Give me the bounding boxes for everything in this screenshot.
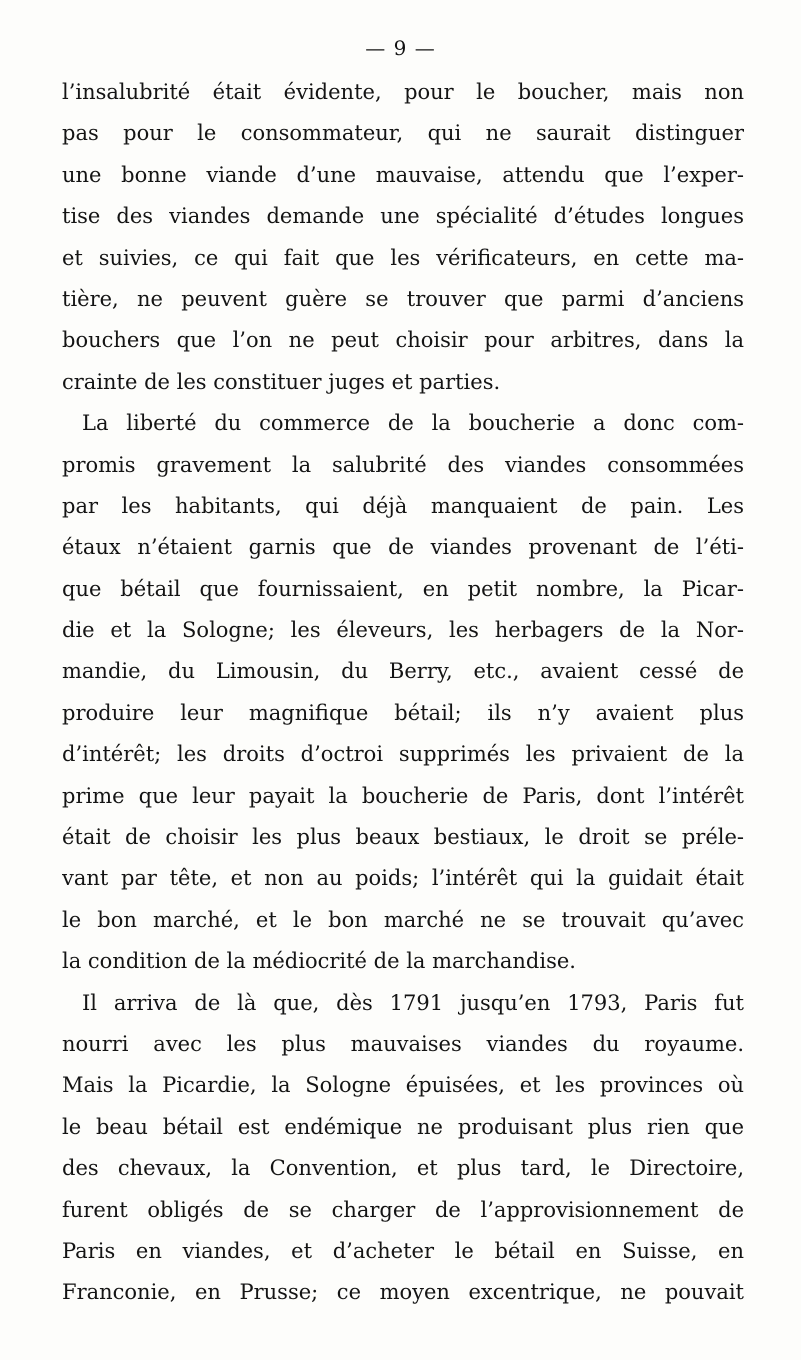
text-line: furent obligés de se charger de l’approvisionnement de	[62, 1197, 744, 1222]
text-line: pas pour le consommateur, qui ne saurait distinguer	[62, 121, 744, 146]
text-line: promis gravement la salubrité des viandes consommées	[62, 452, 744, 477]
text-line: crainte de les constituer juges et parties.	[62, 369, 501, 394]
body-text	[62, 72, 744, 1314]
text-line: l’insalubrité était évidente, pour le boucher, mais non	[62, 80, 744, 104]
text-line: une bonne viande d’une mauvaise, attendu que l’exper-	[62, 162, 744, 187]
text-line: bouchers que l’on ne peut choisir pour arbitres, dans la	[62, 328, 744, 353]
text-line: tise des viandes demande une spécialité d’études longues	[62, 204, 744, 229]
text-line: était de choisir les plus beaux bestiaux, le droit se préle-	[62, 825, 744, 850]
text-line: Franconie, en Prusse; ce moyen excentrique, ne pouvait	[62, 1280, 744, 1305]
text-line: par les habitants, qui déjà manquaient de pain. Les	[62, 493, 744, 518]
page-number: — 9 —	[365, 36, 436, 60]
text-line: le beau bétail est endémique ne produisant plus rien que	[62, 1114, 744, 1139]
text-line: Mais la Picardie, la Sologne épuisées, et les provinces où	[62, 1073, 744, 1098]
text-line: prime que leur payait la boucherie de Paris, dont l’intérêt	[62, 783, 744, 808]
text-line: d’intérêt; les droits d’octroi supprimés les privaient de la	[62, 742, 744, 767]
text-line: mandie, du Limousin, du Berry, etc., avaient cessé de	[62, 659, 744, 684]
text-line: que bétail que fournissaient, en petit nombre, la Picar-	[62, 576, 744, 601]
text-line: et suivies, ce qui fait que les vérificateurs, en cette ma-	[62, 245, 744, 270]
text-line: Il arriva de là que, dès 1791 jusqu’en 1793, Paris fut	[82, 990, 744, 1015]
text-line: le bon marché, et le bon marché ne se trouvait qu’avec	[62, 907, 744, 932]
text-line: La liberté du commerce de la boucherie a donc com-	[82, 411, 744, 436]
text-line: étaux n’étaient garnis que de viandes provenant de l’éti-	[62, 535, 744, 560]
text-line: Paris en viandes, et d’acheter le bétail en Suisse, en	[62, 1238, 744, 1263]
text-line: vant par tête, et non au poids; l’intérêt qui la guidait était	[62, 866, 744, 891]
text-line: des chevaux, la Convention, et plus tard, le Directoire,	[62, 1156, 744, 1181]
text-line: nourri avec les plus mauvaises viandes du royaume.	[62, 1031, 744, 1056]
text-line: la condition de la médiocrité de la marchandise.	[62, 949, 576, 974]
text-line: tière, ne peuvent guère se trouver que parmi d’anciens	[62, 286, 744, 311]
text-line: produire leur magnifique bétail; ils n’y avaient plus	[62, 700, 744, 725]
text-line: die et la Sologne; les éleveurs, les herbagers de la Nor-	[62, 618, 744, 643]
